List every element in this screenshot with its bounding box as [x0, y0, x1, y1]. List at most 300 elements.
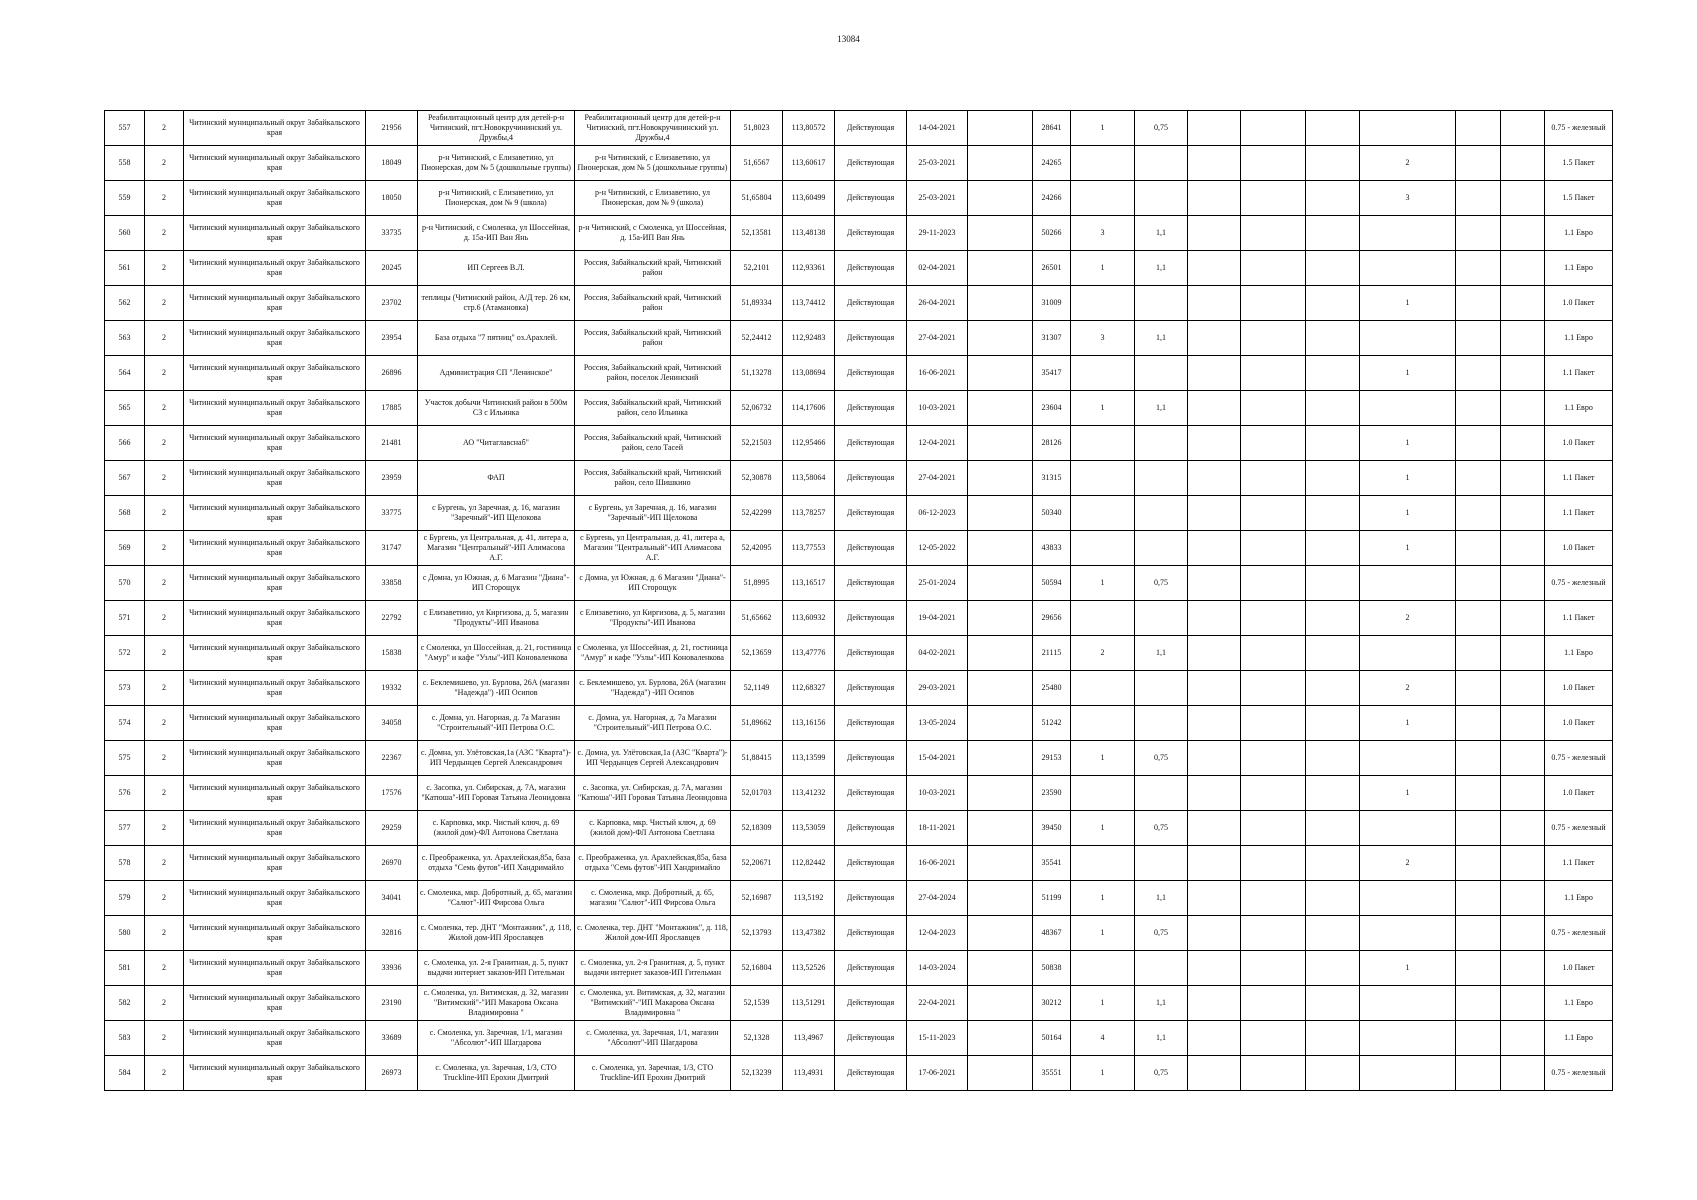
table-cell: с Бургень, ул Центральная, д. 41, литера а, Магазин "Центральный"-ИП Алимасова А.Г. [418, 531, 575, 566]
table-cell: Читинский муниципальный округ Забайкальского края [184, 706, 366, 741]
table-cell: 113,47382 [783, 916, 835, 951]
table-cell [1456, 356, 1501, 391]
table-cell [1241, 951, 1306, 986]
table-cell [1306, 356, 1360, 391]
table-cell [968, 496, 1033, 531]
table-cell: р-н Читинский, с Смоленка, ул Шоссейная, д. 15а-ИП Ван Янь [575, 216, 731, 251]
table-cell: 17885 [366, 391, 418, 426]
table-cell [1456, 986, 1501, 1021]
table-cell: Реабилитационный центр для детей-р-н Читинский, пгт.Новокручининский ул. Дружбы,4 [575, 111, 731, 146]
table-row [105, 531, 1613, 566]
table-cell [1135, 286, 1188, 321]
table-cell: 50838 [1033, 951, 1071, 986]
table-cell [968, 461, 1033, 496]
table-cell: 567 [105, 461, 145, 496]
table-cell: 26973 [366, 1056, 418, 1091]
table-row [105, 741, 1613, 776]
table-row [105, 601, 1613, 636]
table-cell: 27-04-2021 [907, 461, 968, 496]
table-cell: 1.1 Евро [1545, 251, 1613, 286]
table-cell [1135, 496, 1188, 531]
table-cell: 29153 [1033, 741, 1071, 776]
table-cell: 17576 [366, 776, 418, 811]
table-cell [1135, 951, 1188, 986]
table-cell: 1.1 Пакет [1545, 846, 1613, 881]
table-cell: 52,13581 [731, 216, 783, 251]
table-cell: Действующая [835, 531, 907, 566]
table-cell [1188, 846, 1241, 881]
table-cell: 25-03-2021 [907, 146, 968, 181]
table-cell: с. Беклемишево, ул. Бурлова, 26А (магазин "Надежда") -ИП Осипов [575, 671, 731, 706]
table-cell: Читинский муниципальный округ Забайкальского края [184, 286, 366, 321]
table-cell: 2 [145, 811, 184, 846]
table-cell: Действующая [835, 1056, 907, 1091]
table-cell [1188, 111, 1241, 146]
table-cell [1241, 741, 1306, 776]
table-cell: 0.75 - железный [1545, 566, 1613, 601]
table-cell [1241, 1021, 1306, 1056]
table-cell: Действующая [835, 601, 907, 636]
table-cell: 27-04-2024 [907, 881, 968, 916]
table-cell: Действующая [835, 671, 907, 706]
table-cell [1501, 1021, 1545, 1056]
table-cell [1306, 916, 1360, 951]
table-row [105, 776, 1613, 811]
table-cell: 22367 [366, 741, 418, 776]
table-cell: с. Домна, ул. Нагорная, д. 7а Магазин "Строительный"-ИП Петрова О.С. [418, 706, 575, 741]
table-cell [1241, 846, 1306, 881]
table-cell: 34041 [366, 881, 418, 916]
table-cell [1241, 251, 1306, 286]
table-cell [1071, 601, 1135, 636]
table-cell: 23590 [1033, 776, 1071, 811]
table-cell: 1.1 Евро [1545, 986, 1613, 1021]
table-cell [1501, 636, 1545, 671]
table-cell: 113,53059 [783, 811, 835, 846]
table-cell [1456, 636, 1501, 671]
table-cell: 29656 [1033, 601, 1071, 636]
table-cell: 1 [1071, 986, 1135, 1021]
table-row [105, 426, 1613, 461]
table-cell: 1.0 Пакет [1545, 671, 1613, 706]
table-cell [1071, 356, 1135, 391]
table-cell: 113,51291 [783, 986, 835, 1021]
table-cell: 1 [1360, 496, 1456, 531]
table-cell: с Бургень, ул Заречная, д. 16, магазин "Заречный"-ИП Щелокова [575, 496, 731, 531]
table-cell [1501, 391, 1545, 426]
table-cell [1306, 286, 1360, 321]
table-cell: Действующая [835, 846, 907, 881]
table-row [105, 1056, 1613, 1091]
table-cell [1501, 986, 1545, 1021]
table-cell: 1,1 [1135, 251, 1188, 286]
table-cell: 34058 [366, 706, 418, 741]
table-cell: 1.5 Пакет [1545, 181, 1613, 216]
table-cell [1360, 391, 1456, 426]
table-cell: 27-04-2021 [907, 321, 968, 356]
table-cell: с Елизаветино, ул Киргизова, д. 5, магазин "Продукты"-ИП Иванова [575, 601, 731, 636]
table-cell [1501, 706, 1545, 741]
table-cell: 0.75 - железный [1545, 111, 1613, 146]
table-cell: 0,75 [1135, 566, 1188, 601]
table-cell [968, 916, 1033, 951]
table-cell: Читинский муниципальный округ Забайкальского края [184, 916, 366, 951]
table-cell: 04-02-2021 [907, 636, 968, 671]
table-cell: Читинский муниципальный округ Забайкальского края [184, 1056, 366, 1091]
table-cell: 12-04-2023 [907, 916, 968, 951]
table-cell [1306, 776, 1360, 811]
table-cell [1306, 251, 1360, 286]
table-cell: 29259 [366, 811, 418, 846]
table-cell [1306, 636, 1360, 671]
table-cell: 02-04-2021 [907, 251, 968, 286]
table-cell: 39450 [1033, 811, 1071, 846]
table-cell [1188, 356, 1241, 391]
table-cell: 2 [145, 391, 184, 426]
table-row [105, 566, 1613, 601]
table-cell: 1,1 [1135, 986, 1188, 1021]
table-cell: Действующая [835, 286, 907, 321]
page-number: 13084 [837, 34, 860, 44]
table-cell [1306, 181, 1360, 216]
table-cell [1188, 566, 1241, 601]
table-cell [1241, 496, 1306, 531]
table-cell: 52,20671 [731, 846, 783, 881]
table-cell [1456, 216, 1501, 251]
table-cell: 113,4931 [783, 1056, 835, 1091]
table-cell: 561 [105, 251, 145, 286]
table-cell: с. Смоленка, ул. Витимская, д. 32, магазин "Витимский"-"ИП Макарова Оксана Владимировна " [575, 986, 731, 1021]
table-cell [1360, 1021, 1456, 1056]
table-row [105, 251, 1613, 286]
table-cell: 2 [145, 321, 184, 356]
table-cell: 1,1 [1135, 391, 1188, 426]
table-cell: Читинский муниципальный округ Забайкальского края [184, 426, 366, 461]
table-cell: Действующая [835, 1021, 907, 1056]
table-cell: 52,30878 [731, 461, 783, 496]
table-cell [1501, 531, 1545, 566]
table-cell: 584 [105, 1056, 145, 1091]
table-cell [1306, 1056, 1360, 1091]
table-cell [1188, 776, 1241, 811]
table-cell: с Смоленка, ул Шоссейная, д. 21, гостиница "Амур" и кафе "Узлы"-ИП Коноваленкова [575, 636, 731, 671]
table-cell: 1 [1071, 741, 1135, 776]
table-cell: 52,06732 [731, 391, 783, 426]
table-cell: Действующая [835, 706, 907, 741]
table-cell: 113,58064 [783, 461, 835, 496]
table-cell: Действующая [835, 356, 907, 391]
table-cell: Читинский муниципальный округ Забайкальского края [184, 601, 366, 636]
table-cell: Читинский муниципальный округ Забайкальского края [184, 776, 366, 811]
table-cell: с Бургень, ул Заречная, д. 16, магазин "Заречный"-ИП Щелокова [418, 496, 575, 531]
table-cell [1306, 566, 1360, 601]
table-cell: 1 [1071, 251, 1135, 286]
table-cell: 51199 [1033, 881, 1071, 916]
table-cell: 2 [145, 251, 184, 286]
table-cell: 113,80572 [783, 111, 835, 146]
table-cell: 583 [105, 1021, 145, 1056]
table-cell: Администрация СП "Ленинское" [418, 356, 575, 391]
table-cell [1306, 1021, 1360, 1056]
table-cell: 1.0 Пакет [1545, 286, 1613, 321]
table-cell: Читинский муниципальный округ Забайкальского края [184, 146, 366, 181]
table-cell: 566 [105, 426, 145, 461]
table-cell [1188, 286, 1241, 321]
table-cell: 52,1539 [731, 986, 783, 1021]
table-cell [1306, 216, 1360, 251]
table-body [105, 111, 1613, 1091]
table-cell: Действующая [835, 391, 907, 426]
table-cell [1241, 566, 1306, 601]
table-row [105, 846, 1613, 881]
table-row [105, 636, 1613, 671]
table-cell [968, 671, 1033, 706]
table-cell: 2 [1360, 601, 1456, 636]
table-cell: с Бургень, ул Центральная, д. 41, литера а, Магазин "Центральный"-ИП Алимасова А.Г. [575, 531, 731, 566]
table-cell: 2 [145, 951, 184, 986]
table-cell [968, 251, 1033, 286]
table-cell [968, 1056, 1033, 1091]
table-row [105, 916, 1613, 951]
table-cell: 30212 [1033, 986, 1071, 1021]
table-cell [1306, 601, 1360, 636]
table-cell: 50164 [1033, 1021, 1071, 1056]
table-cell: 574 [105, 706, 145, 741]
table-cell: с. Смоленка, ул. Заречная, 1/3, СТО Truckline-ИП Ерохин Дмитрий [418, 1056, 575, 1091]
table-cell [1456, 881, 1501, 916]
table-cell: 1 [1360, 706, 1456, 741]
table-cell: 1 [1360, 531, 1456, 566]
table-row [105, 461, 1613, 496]
table-cell: 19-04-2021 [907, 601, 968, 636]
table-cell: Действующая [835, 811, 907, 846]
table-cell: 26896 [366, 356, 418, 391]
table-cell [1135, 181, 1188, 216]
table-cell: 572 [105, 636, 145, 671]
table-cell: 52,16804 [731, 951, 783, 986]
table-cell [1135, 531, 1188, 566]
table-cell [968, 216, 1033, 251]
table-cell [1188, 531, 1241, 566]
table-cell [1501, 671, 1545, 706]
table-cell: 15838 [366, 636, 418, 671]
table-cell: 562 [105, 286, 145, 321]
table-cell: 22792 [366, 601, 418, 636]
table-cell: 29-11-2023 [907, 216, 968, 251]
table-cell [1241, 321, 1306, 356]
table-cell: 1 [1360, 776, 1456, 811]
table-cell: 1.0 Пакет [1545, 706, 1613, 741]
table-cell: 113,41232 [783, 776, 835, 811]
table-cell: с. Засопка, ул. Сибирская, д. 7А, магазин "Катюша"-ИП Горовая Татьяна Леонидовна [418, 776, 575, 811]
table-cell: 0,75 [1135, 1056, 1188, 1091]
table-cell: 0,75 [1135, 111, 1188, 146]
table-cell: 113,77553 [783, 531, 835, 566]
table-cell: с. Карповка, мкр. Чистый ключ, д. 69 (жилой дом)-ФЛ Антонова Светлана [418, 811, 575, 846]
table-cell [1188, 636, 1241, 671]
table-cell: 113,5192 [783, 881, 835, 916]
table-cell: 14-03-2024 [907, 951, 968, 986]
table-cell: 51,8023 [731, 111, 783, 146]
table-cell: 21115 [1033, 636, 1071, 671]
table-cell: с. Смоленка, мкр. Добротный, д. 65, магазин "Салют"-ИП Фирсова Ольга [575, 881, 731, 916]
table-cell: 569 [105, 531, 145, 566]
table-cell: База отдыха "7 пятниц" оз.Арахлей. [418, 321, 575, 356]
table-cell [1456, 111, 1501, 146]
table-cell: 15-11-2023 [907, 1021, 968, 1056]
table-cell [968, 111, 1033, 146]
table-cell [968, 951, 1033, 986]
table-cell: 15-04-2021 [907, 741, 968, 776]
table-cell: 20245 [366, 251, 418, 286]
table-cell: 43833 [1033, 531, 1071, 566]
table-cell [1071, 426, 1135, 461]
table-cell [1135, 426, 1188, 461]
table-cell [1241, 671, 1306, 706]
table-cell: 0.75 - железный [1545, 1056, 1613, 1091]
table-cell [1188, 391, 1241, 426]
table-cell: 1.0 Пакет [1545, 951, 1613, 986]
table-cell: 2 [1071, 636, 1135, 671]
table-cell: 51,65804 [731, 181, 783, 216]
table-cell [1241, 986, 1306, 1021]
table-cell: Читинский муниципальный округ Забайкальского края [184, 881, 366, 916]
table-cell [1456, 846, 1501, 881]
table-cell [1456, 671, 1501, 706]
table-cell [1456, 426, 1501, 461]
table-cell [1456, 321, 1501, 356]
table-cell: Россия, Забайкальский край, Читинский район, поселок Ленинский [575, 356, 731, 391]
table-cell [1306, 846, 1360, 881]
table-cell: с Смоленка, ул Шоссейная, д. 21, гостиница "Амур" и кафе "Узлы"-ИП Коноваленкова [418, 636, 575, 671]
table-cell: 1.5 Пакет [1545, 146, 1613, 181]
table-cell: 564 [105, 356, 145, 391]
table-cell: 2 [145, 706, 184, 741]
table-cell: с. Преображенка, ул. Арахлейская,85а, база отдыха "Семь футов"-ИП Хандримайло [575, 846, 731, 881]
table-cell [1456, 496, 1501, 531]
table-cell: 31747 [366, 531, 418, 566]
table-cell: 2 [145, 776, 184, 811]
table-cell: 52,24412 [731, 321, 783, 356]
table-cell [1306, 671, 1360, 706]
table-cell: 2 [145, 916, 184, 951]
table-cell [1188, 881, 1241, 916]
table-cell: 21481 [366, 426, 418, 461]
table-cell: 24265 [1033, 146, 1071, 181]
table-cell [1306, 811, 1360, 846]
table-cell: Читинский муниципальный округ Забайкальского края [184, 811, 366, 846]
table-cell: 52,01703 [731, 776, 783, 811]
table-cell: 112,95466 [783, 426, 835, 461]
table-cell [1501, 216, 1545, 251]
table-cell: Действующая [835, 111, 907, 146]
table-cell [1135, 461, 1188, 496]
table-cell: 28641 [1033, 111, 1071, 146]
table-cell [968, 321, 1033, 356]
table-cell [968, 636, 1033, 671]
table-cell [1456, 286, 1501, 321]
table-cell: 2 [145, 1056, 184, 1091]
table-cell: Действующая [835, 461, 907, 496]
table-cell [1306, 146, 1360, 181]
table-cell: 113,13599 [783, 741, 835, 776]
table-cell: 51,13278 [731, 356, 783, 391]
table-cell: 113,16517 [783, 566, 835, 601]
table-cell: 51,89334 [731, 286, 783, 321]
table-cell [1071, 146, 1135, 181]
table-cell: 51,8995 [731, 566, 783, 601]
table-cell: Читинский муниципальный округ Забайкальского края [184, 461, 366, 496]
table-cell [1360, 811, 1456, 846]
table-cell: 2 [145, 496, 184, 531]
table-cell [1306, 986, 1360, 1021]
table-cell [1188, 741, 1241, 776]
table-cell [1456, 601, 1501, 636]
table-cell: 1 [1360, 286, 1456, 321]
table-cell: 1 [1071, 566, 1135, 601]
table-cell [1501, 111, 1545, 146]
table-cell: 1 [1071, 811, 1135, 846]
table-cell: 2 [1360, 846, 1456, 881]
table-cell: 31307 [1033, 321, 1071, 356]
table-cell [1360, 1056, 1456, 1091]
table-cell [1360, 566, 1456, 601]
table-cell [1241, 426, 1306, 461]
table-cell [1501, 146, 1545, 181]
table-cell: 576 [105, 776, 145, 811]
table-cell [1071, 706, 1135, 741]
table-cell: 113,4967 [783, 1021, 835, 1056]
table-cell: 26-04-2021 [907, 286, 968, 321]
table-cell [1135, 846, 1188, 881]
table-cell: Действующая [835, 251, 907, 286]
table-cell: 12-04-2021 [907, 426, 968, 461]
table-row [105, 496, 1613, 531]
table-cell [1241, 391, 1306, 426]
table-cell: ИП Сергеев В.Л. [418, 251, 575, 286]
table-cell: 2 [145, 601, 184, 636]
table-cell: 26970 [366, 846, 418, 881]
table-cell: с. Смоленка, ул. Заречная, 1/1, магазин "Абсолют"-ИП Шагдарова [418, 1021, 575, 1056]
table-cell: 52,42299 [731, 496, 783, 531]
table-cell [1501, 566, 1545, 601]
table-cell: 1.1 Евро [1545, 391, 1613, 426]
table-cell [1188, 986, 1241, 1021]
table-cell: 2 [145, 986, 184, 1021]
table-cell: 35417 [1033, 356, 1071, 391]
table-cell [1241, 811, 1306, 846]
table-cell: с. Карповка, мкр. Чистый ключ, д. 69 (жилой дом)-ФЛ Антонова Светлана [575, 811, 731, 846]
table-cell: 23959 [366, 461, 418, 496]
table-cell: 578 [105, 846, 145, 881]
table-cell: АО "Читаглавснаб" [418, 426, 575, 461]
table-cell [1241, 146, 1306, 181]
table-row [105, 1021, 1613, 1056]
table-cell [1501, 181, 1545, 216]
table-cell: 23190 [366, 986, 418, 1021]
table-cell: Участок добычи Читинский район в 500м СЗ с Ильинка [418, 391, 575, 426]
table-cell: 2 [145, 1021, 184, 1056]
table-cell: с. Беклемишево, ул. Бурлова, 26А (магазин "Надежда") -ИП Осипов [418, 671, 575, 706]
table-cell: 52,13239 [731, 1056, 783, 1091]
table-cell: 1,1 [1135, 881, 1188, 916]
table-cell: 568 [105, 496, 145, 531]
table-cell: с. Смоленка, ул. Заречная, 1/1, магазин "Абсолют"-ИП Шагдарова [575, 1021, 731, 1056]
table-cell: 33858 [366, 566, 418, 601]
table-cell [1071, 496, 1135, 531]
table-cell [1071, 286, 1135, 321]
table-cell: 580 [105, 916, 145, 951]
